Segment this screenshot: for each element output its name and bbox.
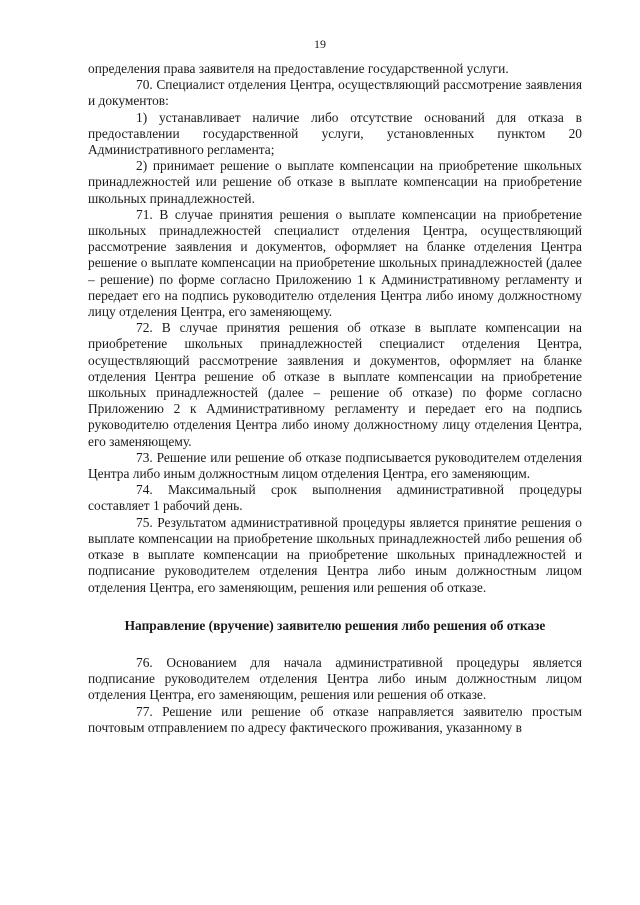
paragraph-70-item-1: 1) устанавливает наличие либо отсутствие оснований для отказа в предоставлении государственной услуги, установленных пунктом 20 Административного регламента; (88, 109, 582, 158)
paragraph-71: 71. В случае принятия решения о выплате компенсации на приобретение школьных принадлежностей специалист отделения Центра, осуществляющий рассмотрение заявления и документов, оформляет на бланке отделения Центра решение о выплате компенсации на приобретение школьных принадлежностей (далее – решение) по форме согласно Приложению 1 к Административному регламенту и передает его на подпись руководителю отделения Центра либо иному должностному лицу отделения Центра, его заменяющему. (88, 206, 582, 320)
paragraph-continuation: определения права заявителя на предоставление государственной услуги. (88, 61, 509, 76)
paragraph-70: 70. Специалист отделения Центра, осуществляющий рассмотрение заявления и документов: (88, 77, 582, 109)
section-heading: Направление (вручение) заявителю решения либо решения об отказе (124, 617, 546, 633)
paragraph-70-item-2: 2) принимает решение о выплате компенсации на приобретение школьных принадлежностей или решение об отказе в выплате компенсации на приобретение школьных принадлежностей. (88, 158, 582, 206)
paragraph-76: 76. Основанием для начала административной процедуры является подписание руководителем отделения Центра либо иным должностным лицом отделения Центра, его заменяющим, решения или решения об отказе. (88, 654, 582, 703)
document-body (88, 61, 582, 736)
paragraph-72: 72. В случае принятия решения об отказе в выплате компенсации на приобретение школьных принадлежностей специалист отделения Центра, осуществляющий рассмотрение заявления и документов, оформляет на бланке отделения Центра решение об отказе в выплате компенсации на приобретение школьных принадлежностей (далее – решение об отказе) по форме согласно Приложению 2 к Административному регламенту и передает его на подпись руководителю отделения Центра либо иному должностному лицу отделения Центра, его заменяющему. (88, 320, 582, 449)
paragraph-75: 75. Результатом административной процедуры является принятие решения о выплате компенсации на приобретение школьных принадлежностей либо решения об отказе в выплате компенсации на приобретение школьных принадлежностей и подписание руководителем отделения Центра либо иным должностным лицом отделения Центра, его заменяющим, решения или решения об отказе. (88, 514, 582, 595)
paragraph-73: 73. Решение или решение об отказе подписывается руководителем отделения Центра либо иным должностным лицом отделения Центра, его заменяющим. (88, 449, 582, 482)
page-number: 19 (314, 37, 326, 51)
paragraph-74: 74. Максимальный срок выполнения административной процедуры составляет 1 рабочий день. (88, 482, 582, 514)
paragraph-77: 77. Решение или решение об отказе направляется заявителю простым почтовым отправлением по адресу фактического проживания, указанному в (88, 703, 582, 735)
